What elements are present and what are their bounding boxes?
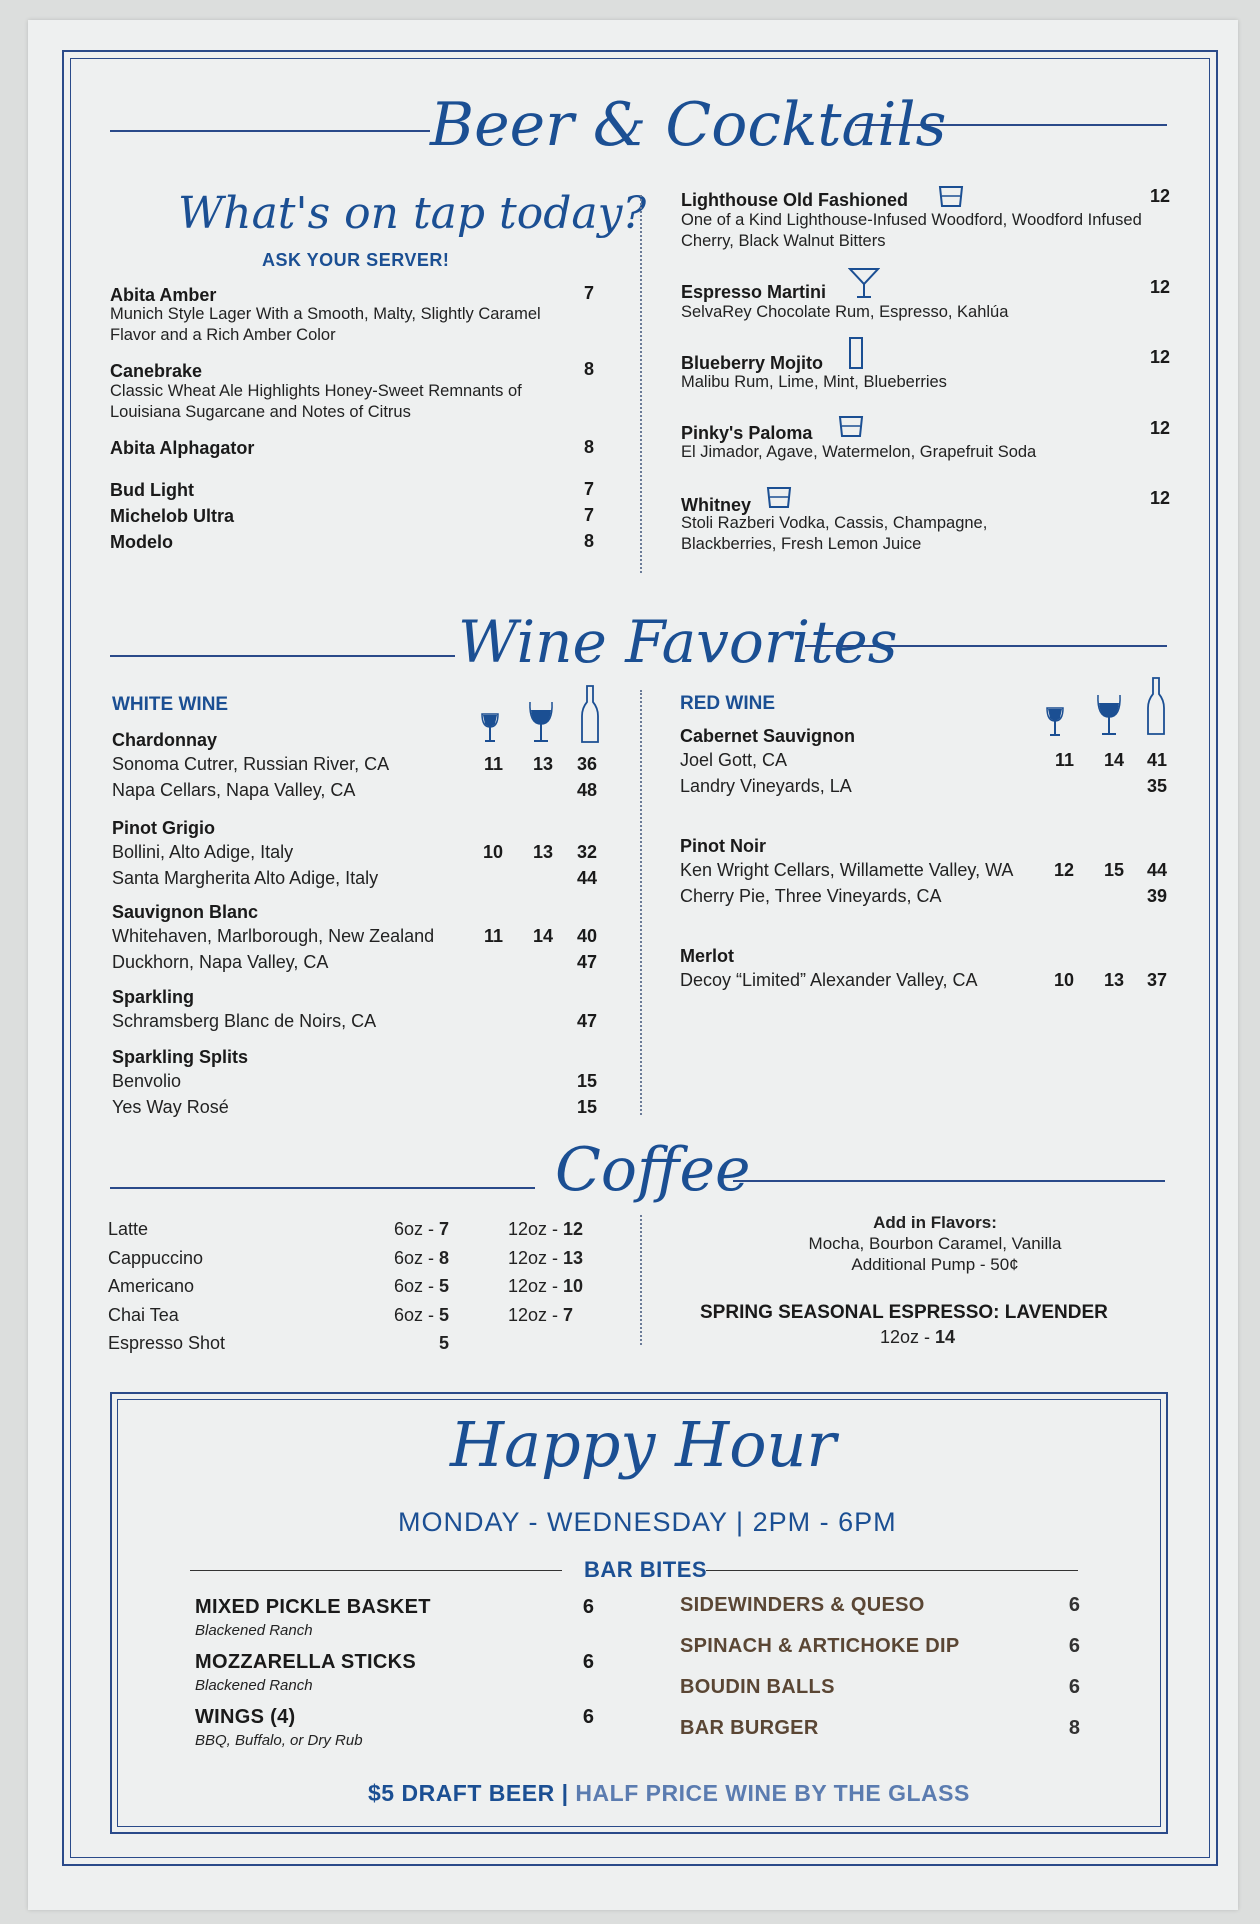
coffee-name: Espresso Shot: [108, 1333, 226, 1353]
beer-name: Modelo: [110, 532, 173, 552]
red-wine-heading: RED WINE: [680, 693, 775, 714]
wine-price-bottle: 47: [576, 952, 597, 972]
bar-bite-name: SIDEWINDERS & QUESO: [680, 1594, 925, 1616]
wine-bottle-icon: [580, 684, 600, 746]
bar-bite-price: 6: [582, 1651, 594, 1673]
beer-price: 7: [583, 479, 594, 499]
wine-label: Santa Margherita Alto Adige, Italy: [112, 868, 379, 888]
section-rule: [110, 130, 430, 132]
coffee-small-price: 8: [438, 1247, 449, 1268]
bar-bite-name: BAR BURGER: [680, 1717, 819, 1739]
coffee-large-option: 12oz - 7: [508, 1304, 574, 1325]
wine-price-large-glass: 14: [532, 926, 553, 946]
coffee-large-size: 12oz: [508, 1276, 548, 1296]
bar-bite-name: BOUDIN BALLS: [680, 1676, 835, 1698]
coffee-small-price: 5: [438, 1304, 449, 1325]
coffee-large-option: 12oz - 10: [508, 1276, 584, 1296]
coffee-large-price: 12: [563, 1219, 584, 1239]
coffee-small-size: 6oz: [393, 1276, 423, 1296]
happy-hour-schedule: MONDAY - WEDNESDAY | 2PM - 6PM: [398, 1507, 897, 1537]
bar-bites-heading: BAR BITES: [584, 1557, 708, 1582]
wine-label: Bollini, Alto Adige, Italy: [112, 842, 294, 862]
coffee-small-option: 6oz - 8: [393, 1247, 449, 1268]
wine-price-bottle: 48: [576, 780, 597, 800]
wine-price-bottle: 15: [576, 1097, 597, 1117]
happy-hour-hours: 2PM - 6PM: [752, 1507, 897, 1537]
wine-label: Landry Vineyards, LA: [680, 776, 852, 796]
flavors-block: [700, 1212, 1170, 1275]
coffee-name: Cappuccino: [108, 1247, 204, 1268]
coffee-name: Americano: [108, 1276, 195, 1296]
bar-bite-description: Blackened Ranch: [195, 1622, 313, 1639]
cocktail-description: Malibu Rum, Lime, Mint, Blueberries: [681, 373, 947, 391]
beer-price: 7: [583, 505, 594, 525]
coffee-small-price: 5: [438, 1333, 449, 1353]
beer-description: Classic Wheat Ale Highlights Honey-Sweet Remnants of Louisiana Sugarcane and Notes of Citrus: [110, 382, 522, 421]
beer-price: 8: [583, 437, 594, 457]
wine-price-glass: 12: [1053, 860, 1074, 880]
bar-bite-name: MIXED PICKLE BASKET: [195, 1596, 431, 1618]
coffee-name: Latte: [108, 1219, 149, 1239]
section-rule: [706, 1570, 1078, 1571]
additional-pump: Additional Pump - 50¢: [851, 1255, 1019, 1274]
wine-label: Whitehaven, Marlborough, New Zealand: [112, 926, 435, 946]
cocktail-name: Lighthouse Old Fashioned: [681, 190, 908, 210]
cocktail-description: SelvaRey Chocolate Rum, Espresso, Kahlúa: [681, 303, 1009, 321]
coffee-small-size: 6oz: [393, 1247, 423, 1268]
coffee-small-option: 6oz - 5: [393, 1304, 449, 1325]
wine-varietal: Merlot: [680, 946, 734, 966]
cocktail-price: 12: [1149, 418, 1170, 438]
wine-label: Joel Gott, CA: [680, 750, 788, 770]
beer-name: Canebrake: [110, 361, 203, 381]
wine-price-glass: 11: [1054, 750, 1074, 770]
wine-label: Duckhorn, Napa Valley, CA: [112, 952, 329, 972]
wine-varietal: Cabernet Sauvignon: [680, 726, 856, 746]
coffee-small-option: [385, 1333, 449, 1354]
bar-bite-name: MOZZARELLA STICKS: [195, 1651, 417, 1673]
coffee-large-size: 12oz: [508, 1247, 548, 1268]
cocktail-name: Pinky's Paloma: [681, 423, 813, 443]
beer-description: Munich Style Lager With a Smooth, Malty, Slightly Caramel Flavor and a Rich Amber Color: [110, 305, 541, 344]
wine-price-bottle: 47: [576, 1011, 597, 1031]
beer-price: 7: [583, 283, 594, 303]
cocktail-name: Whitney: [681, 495, 751, 515]
section-rule: [110, 1187, 535, 1189]
wine-varietal: Sparkling Splits: [112, 1047, 249, 1067]
cocktail-price: 12: [1149, 347, 1170, 367]
wine-price-large-glass: 13: [1103, 970, 1124, 990]
happy-hour-title: Happy Hour: [450, 1408, 837, 1481]
wine-price-bottle: 39: [1146, 886, 1167, 906]
wine-price-bottle: 35: [1146, 776, 1167, 796]
column-divider: [640, 195, 642, 573]
rocks-glass-icon: [766, 485, 792, 509]
bar-bite-name: SPINACH & ARTICHOKE DIP: [680, 1635, 960, 1657]
wine-label: Cherry Pie, Three Vineyards, CA: [680, 886, 942, 906]
cocktail-description: Stoli Razberi Vodka, Cassis, Champagne, Blackberries, Fresh Lemon Juice: [681, 514, 988, 553]
wine-price-glass: 10: [482, 842, 503, 862]
coffee-small-size: 6oz: [393, 1219, 423, 1239]
coffee-large-option: 12oz - 12: [508, 1219, 584, 1239]
coffee-name: Chai Tea: [108, 1304, 179, 1325]
cocktail-price: 12: [1149, 488, 1170, 508]
coffee-small-price: 7: [438, 1219, 449, 1239]
white-wine-heading: WHITE WINE: [112, 694, 229, 715]
section-rule: [110, 655, 455, 657]
coffee-small-option: 6oz - 7: [393, 1219, 449, 1239]
coffee-large-price: 7: [563, 1304, 574, 1325]
coffee-large-size: 12oz: [508, 1219, 548, 1239]
cocktail-name: Espresso Martini: [681, 282, 827, 302]
cocktail-price: 12: [1149, 277, 1170, 297]
wine-label: Yes Way Rosé: [112, 1097, 229, 1117]
wine-label: Benvolio: [112, 1071, 182, 1091]
seasonal-size: 12oz: [880, 1327, 920, 1347]
beer-name: Abita Amber: [110, 285, 217, 305]
wine-label: Napa Cellars, Napa Valley, CA: [112, 780, 356, 800]
wine-price-bottle: 44: [576, 868, 597, 888]
wine-label: Ken Wright Cellars, Willamette Valley, WA: [680, 860, 1014, 880]
wine-price-bottle: 15: [576, 1071, 597, 1091]
wine-varietal: Chardonnay: [112, 730, 218, 750]
wine-label: Sonoma Cutrer, Russian River, CA: [112, 754, 390, 774]
wine-price-large-glass: 15: [1103, 860, 1124, 880]
wine-price-large-glass: 13: [532, 754, 553, 774]
coffee-small-size: 6oz: [393, 1304, 423, 1325]
coffee-large-price: 13: [563, 1247, 584, 1268]
coffee-small-option: 6oz - 5: [393, 1276, 449, 1296]
wine-favorites-title: Wine Favorites: [458, 608, 898, 676]
wine-varietal: Sauvignon Blanc: [112, 902, 259, 922]
bar-bite-price: 6: [1068, 1676, 1080, 1698]
coffee-large-option: 12oz - 13: [508, 1247, 584, 1268]
wine-label: Decoy “Limited” Alexander Valley, CA: [680, 970, 978, 990]
rocks-glass-icon: [838, 414, 864, 438]
wine-price-large-glass: 14: [1103, 750, 1124, 770]
column-divider: [640, 690, 642, 1115]
wine-price-bottle: 41: [1146, 750, 1167, 770]
beer-name: Bud Light: [110, 480, 194, 500]
wine-deal: HALF PRICE WINE BY THE GLASS: [575, 1780, 970, 1806]
wine-price-bottle: 36: [576, 754, 597, 774]
tap-heading: What's on tap today?: [178, 188, 647, 239]
flavors-heading: Add in Flavors:: [873, 1213, 997, 1232]
large-wine-glass-icon: [528, 700, 554, 744]
coffee-large-price: 10: [563, 1276, 584, 1296]
large-wine-glass-icon: [1096, 693, 1122, 737]
wine-price-bottle: 32: [576, 842, 597, 862]
rocks-glass-icon: [938, 184, 964, 208]
wine-price-glass: 11: [483, 926, 503, 946]
beer-name: Michelob Ultra: [110, 506, 235, 526]
wine-price-large-glass: 13: [532, 842, 553, 862]
bar-bite-price: 6: [582, 1706, 594, 1728]
bar-bite-price: 6: [582, 1596, 594, 1618]
beer-name: Abita Alphagator: [110, 438, 255, 458]
bar-bite-description: BBQ, Buffalo, or Dry Rub: [195, 1732, 363, 1749]
highball-glass-icon: [848, 336, 864, 370]
draft-beer-deal: $5 DRAFT BEER: [368, 1780, 555, 1806]
coffee-small-price: 5: [438, 1276, 449, 1296]
flavors-list: Mocha, Bourbon Caramel, Vanilla: [808, 1234, 1062, 1253]
cocktail-price: 12: [1149, 186, 1170, 206]
bar-bite-name: WINGS (4): [195, 1706, 296, 1728]
happy-hour-deals: $5 DRAFT BEER | HALF PRICE WINE BY THE GLASS: [368, 1780, 970, 1806]
wine-label: Schramsberg Blanc de Noirs, CA: [112, 1011, 377, 1031]
wine-price-glass: 10: [1053, 970, 1074, 990]
seasonal-size-price: 12oz - 14: [880, 1327, 956, 1347]
wine-varietal: Pinot Grigio: [112, 818, 215, 838]
bar-bite-price: 6: [1068, 1635, 1080, 1657]
beer-price: 8: [583, 359, 594, 379]
bar-bite-description: Blackened Ranch: [195, 1677, 313, 1694]
beer-cocktails-title: Beer & Cocktails: [430, 90, 947, 160]
wine-bottle-icon: [1146, 676, 1166, 738]
cocktail-description: One of a Kind Lighthouse-Infused Woodford, Woodford Infused Cherry, Black Walnut Bitters: [681, 211, 1142, 250]
happy-hour-days: MONDAY - WEDNESDAY: [398, 1507, 728, 1537]
ask-server-note: ASK YOUR SERVER!: [262, 250, 450, 270]
wine-price-glass: 11: [483, 754, 503, 774]
wine-price-bottle: 37: [1146, 970, 1167, 990]
cocktail-description: El Jimador, Agave, Watermelon, Grapefruit Soda: [681, 443, 1037, 461]
small-wine-glass-icon: [480, 712, 500, 744]
seasonal-espresso: SPRING SEASONAL ESPRESSO: LAVENDER: [700, 1302, 1108, 1323]
section-rule: [733, 1180, 1165, 1182]
section-rule: [190, 1570, 562, 1571]
beer-price: 8: [583, 531, 594, 551]
wine-price-bottle: 40: [576, 926, 597, 946]
bar-bite-price: 6: [1068, 1594, 1080, 1616]
wine-varietal: Sparkling: [112, 987, 195, 1007]
coffee-title: Coffee: [555, 1135, 751, 1205]
wine-varietal: Pinot Noir: [680, 836, 766, 856]
coffee-large-size: 12oz: [508, 1304, 548, 1325]
cocktail-name: Blueberry Mojito: [681, 353, 824, 373]
seasonal-price: 14: [935, 1327, 956, 1347]
wine-price-bottle: 44: [1146, 860, 1167, 880]
bar-bite-price: 8: [1068, 1717, 1080, 1739]
martini-glass-icon: [848, 266, 880, 300]
small-wine-glass-icon: [1045, 706, 1065, 738]
column-divider: [640, 1215, 642, 1345]
